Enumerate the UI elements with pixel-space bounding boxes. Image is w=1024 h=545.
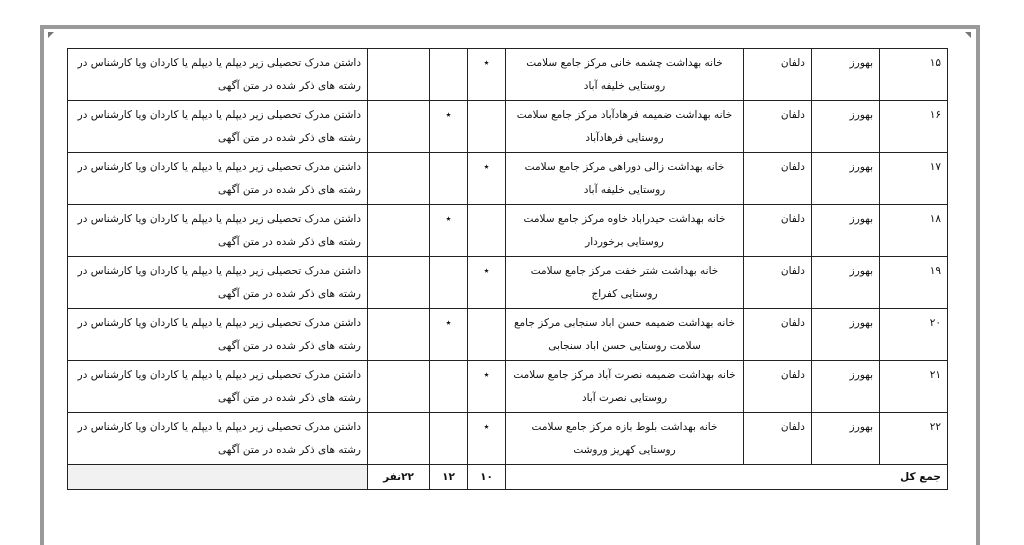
table-row bbox=[68, 101, 948, 153]
cell-female-mark bbox=[430, 153, 468, 205]
cell-female-mark bbox=[430, 257, 468, 309]
total-empty-cell bbox=[68, 465, 368, 490]
cell-job-title: بهورز bbox=[812, 309, 880, 361]
total-label: جمع کل bbox=[506, 465, 948, 490]
table-row bbox=[68, 309, 948, 361]
table-row bbox=[68, 361, 948, 413]
cell-county: دلفان bbox=[744, 101, 812, 153]
corner-marker-left bbox=[48, 32, 54, 38]
cell-total-mark bbox=[368, 49, 430, 101]
cell-male-mark: ٭ bbox=[468, 153, 506, 205]
total-row bbox=[68, 465, 948, 490]
cell-row-number: ۲۱ bbox=[880, 361, 948, 413]
total-male-count: ۱۰ bbox=[468, 465, 506, 490]
cell-health-unit: خانه بهداشت ضمیمه حسن اباد سنجابی مرکز جامع سلامت روستایی حسن اباد سنجابی bbox=[506, 309, 744, 361]
cell-total-mark bbox=[368, 361, 430, 413]
cell-county: دلفان bbox=[744, 257, 812, 309]
cell-row-number: ۱۵ bbox=[880, 49, 948, 101]
cell-job-title: بهورز bbox=[812, 361, 880, 413]
cell-county: دلفان bbox=[744, 361, 812, 413]
cell-condition: داشتن مدرک تحصیلی زیر دیپلم یا دیپلم یا کاردان ویا کارشناس در رشته های ذکر شده در متن آگهی bbox=[68, 49, 368, 101]
cell-county: دلفان bbox=[744, 205, 812, 257]
cell-health-unit: خانه بهداشت ضمیمه فرهادآباد مرکز جامع سلامت روستایی فرهادآباد bbox=[506, 101, 744, 153]
cell-female-mark bbox=[430, 49, 468, 101]
cell-row-number: ۱۶ bbox=[880, 101, 948, 153]
cell-job-title: بهورز bbox=[812, 257, 880, 309]
cell-county: دلفان bbox=[744, 309, 812, 361]
cell-condition: داشتن مدرک تحصیلی زیر دیپلم یا دیپلم یا کاردان ویا کارشناس در رشته های ذکر شده در متن آگهی bbox=[68, 153, 368, 205]
cell-female-mark: ٭ bbox=[430, 101, 468, 153]
cell-row-number: ۱۹ bbox=[880, 257, 948, 309]
cell-female-mark bbox=[430, 413, 468, 465]
cell-male-mark bbox=[468, 101, 506, 153]
cell-health-unit: خانه بهداشت شتر خفت مرکز جامع سلامت روستایی کفراج bbox=[506, 257, 744, 309]
job-posts-table bbox=[67, 48, 948, 490]
cell-male-mark: ٭ bbox=[468, 257, 506, 309]
cell-row-number: ۱۸ bbox=[880, 205, 948, 257]
cell-county: دلفان bbox=[744, 153, 812, 205]
cell-male-mark: ٭ bbox=[468, 361, 506, 413]
cell-job-title: بهورز bbox=[812, 101, 880, 153]
cell-male-mark: ٭ bbox=[468, 49, 506, 101]
table-row bbox=[68, 49, 948, 101]
cell-county: دلفان bbox=[744, 49, 812, 101]
cell-total-mark bbox=[368, 205, 430, 257]
cell-total-mark bbox=[368, 101, 430, 153]
cell-female-mark: ٭ bbox=[430, 309, 468, 361]
table-row bbox=[68, 153, 948, 205]
cell-row-number: ۲۰ bbox=[880, 309, 948, 361]
cell-health-unit: خانه بهداشت بلوط بازه مرکز جامع سلامت روستایی کهریز وروشت bbox=[506, 413, 744, 465]
cell-condition: داشتن مدرک تحصیلی زیر دیپلم یا دیپلم یا کاردان ویا کارشناس در رشته های ذکر شده در متن آگهی bbox=[68, 361, 368, 413]
total-all-count: ۲۲نفر bbox=[368, 465, 430, 490]
cell-county: دلفان bbox=[744, 413, 812, 465]
cell-male-mark: ٭ bbox=[468, 413, 506, 465]
cell-total-mark bbox=[368, 413, 430, 465]
cell-row-number: ۱۷ bbox=[880, 153, 948, 205]
cell-male-mark bbox=[468, 309, 506, 361]
cell-condition: داشتن مدرک تحصیلی زیر دیپلم یا دیپلم یا کاردان ویا کارشناس در رشته های ذکر شده در متن آگهی bbox=[68, 413, 368, 465]
cell-health-unit: خانه بهداشت حیدراباد خاوه مرکز جامع سلامت روستایی برخوردار bbox=[506, 205, 744, 257]
cell-job-title: بهورز bbox=[812, 205, 880, 257]
table-row bbox=[68, 413, 948, 465]
cell-male-mark bbox=[468, 205, 506, 257]
cell-job-title: بهورز bbox=[812, 49, 880, 101]
corner-marker-right bbox=[965, 32, 971, 38]
cell-health-unit: خانه بهداشت زالی دوراهی مرکز جامع سلامت روستایی خلیفه آباد bbox=[506, 153, 744, 205]
table-row bbox=[68, 205, 948, 257]
cell-condition: داشتن مدرک تحصیلی زیر دیپلم یا دیپلم یا کاردان ویا کارشناس در رشته های ذکر شده در متن آگهی bbox=[68, 309, 368, 361]
cell-health-unit: خانه بهداشت ضمیمه نصرت آباد مرکز جامع سلامت روستایی نصرت آباد bbox=[506, 361, 744, 413]
cell-row-number: ۲۲ bbox=[880, 413, 948, 465]
cell-job-title: بهورز bbox=[812, 153, 880, 205]
cell-total-mark bbox=[368, 153, 430, 205]
table-row bbox=[68, 257, 948, 309]
cell-female-mark: ٭ bbox=[430, 205, 468, 257]
cell-female-mark bbox=[430, 361, 468, 413]
cell-condition: داشتن مدرک تحصیلی زیر دیپلم یا دیپلم یا کاردان ویا کارشناس در رشته های ذکر شده در متن آگهی bbox=[68, 257, 368, 309]
cell-health-unit: خانه بهداشت چشمه خانی مرکز جامع سلامت روستایی خلیفه آباد bbox=[506, 49, 744, 101]
cell-condition: داشتن مدرک تحصیلی زیر دیپلم یا دیپلم یا کاردان ویا کارشناس در رشته های ذکر شده در متن آگهی bbox=[68, 101, 368, 153]
cell-total-mark bbox=[368, 257, 430, 309]
cell-job-title: بهورز bbox=[812, 413, 880, 465]
cell-total-mark bbox=[368, 309, 430, 361]
cell-condition: داشتن مدرک تحصیلی زیر دیپلم یا دیپلم یا کاردان ویا کارشناس در رشته های ذکر شده در متن آگهی bbox=[68, 205, 368, 257]
table-body bbox=[68, 49, 948, 490]
total-female-count: ۱۲ bbox=[430, 465, 468, 490]
